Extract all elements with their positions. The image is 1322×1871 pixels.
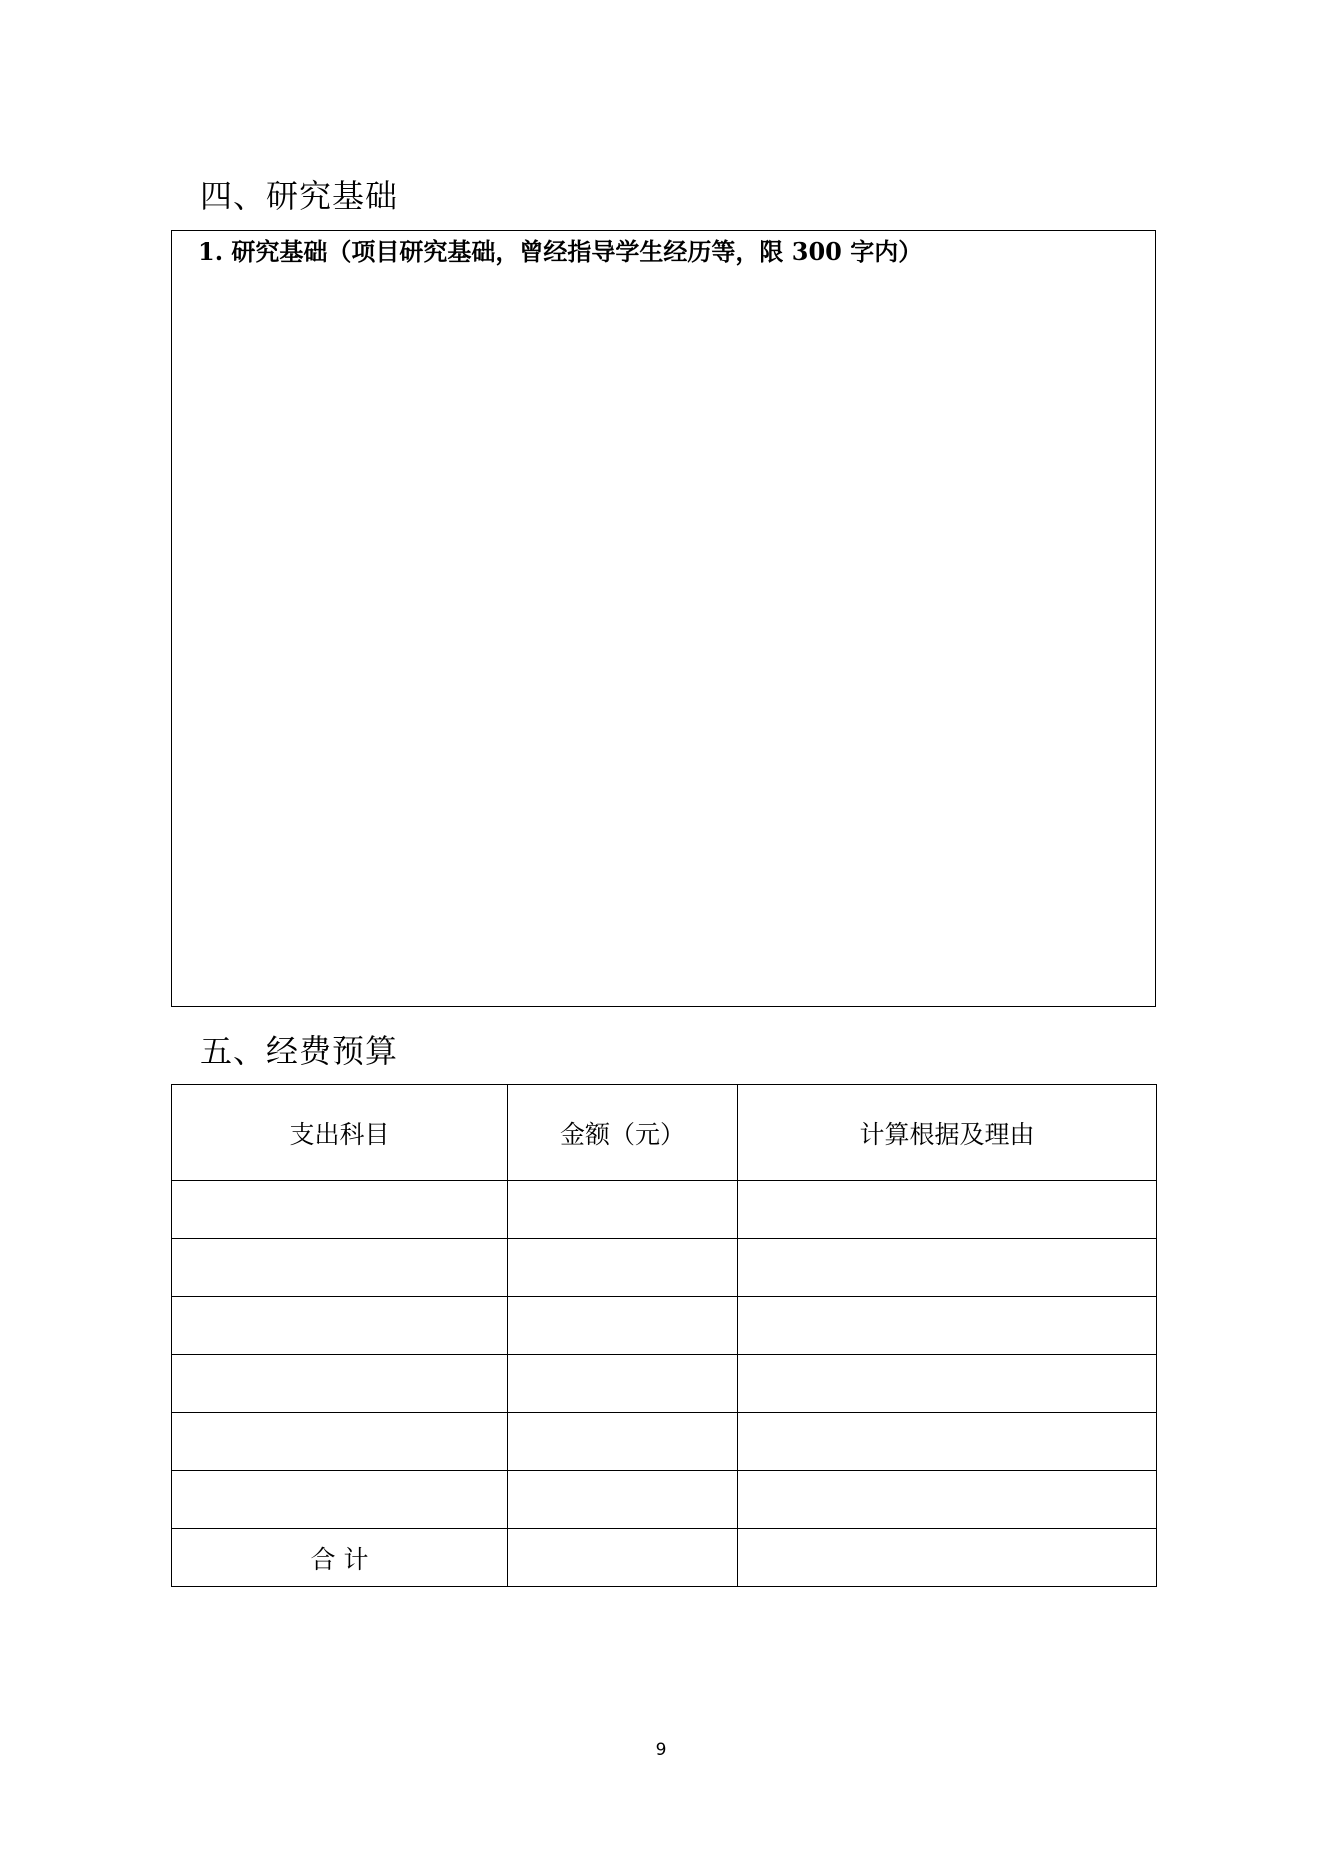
section-4-heading: 四、研究基础 [200,177,399,215]
total-amount-cell[interactable] [508,1529,738,1587]
table-row [172,1355,1157,1413]
header-amount: 金额（元） [508,1085,738,1181]
page-number: 9 [655,1740,667,1760]
table-row [172,1297,1157,1355]
expense-item-cell[interactable] [172,1471,508,1529]
table-row [172,1471,1157,1529]
section-5-heading: 五、经费预算 [200,1032,399,1070]
budget-table [171,1084,1157,1587]
research-basis-box[interactable] [171,230,1156,1007]
table-row [172,1413,1157,1471]
total-row [172,1529,1157,1587]
expense-item-cell[interactable] [172,1239,508,1297]
amount-cell[interactable] [508,1297,738,1355]
amount-cell[interactable] [508,1239,738,1297]
amount-cell[interactable] [508,1413,738,1471]
reason-cell[interactable] [738,1355,1157,1413]
research-basis-label: 1. 研究基础（项目研究基础，曾经指导学生经历等，限 300 字内） [198,237,923,266]
reason-cell[interactable] [738,1181,1157,1239]
amount-cell[interactable] [508,1181,738,1239]
header-expense-item: 支出科目 [172,1085,508,1181]
expense-item-cell[interactable] [172,1181,508,1239]
reason-cell[interactable] [738,1239,1157,1297]
table-row [172,1181,1157,1239]
budget-header-row [172,1085,1157,1181]
reason-cell[interactable] [738,1297,1157,1355]
amount-cell[interactable] [508,1471,738,1529]
header-reason: 计算根据及理由 [738,1085,1157,1181]
reason-cell[interactable] [738,1413,1157,1471]
total-reason-cell[interactable] [738,1529,1157,1587]
expense-item-cell[interactable] [172,1297,508,1355]
table-row [172,1239,1157,1297]
total-label: 合 计 [172,1529,508,1587]
reason-cell[interactable] [738,1471,1157,1529]
amount-cell[interactable] [508,1355,738,1413]
expense-item-cell[interactable] [172,1355,508,1413]
expense-item-cell[interactable] [172,1413,508,1471]
